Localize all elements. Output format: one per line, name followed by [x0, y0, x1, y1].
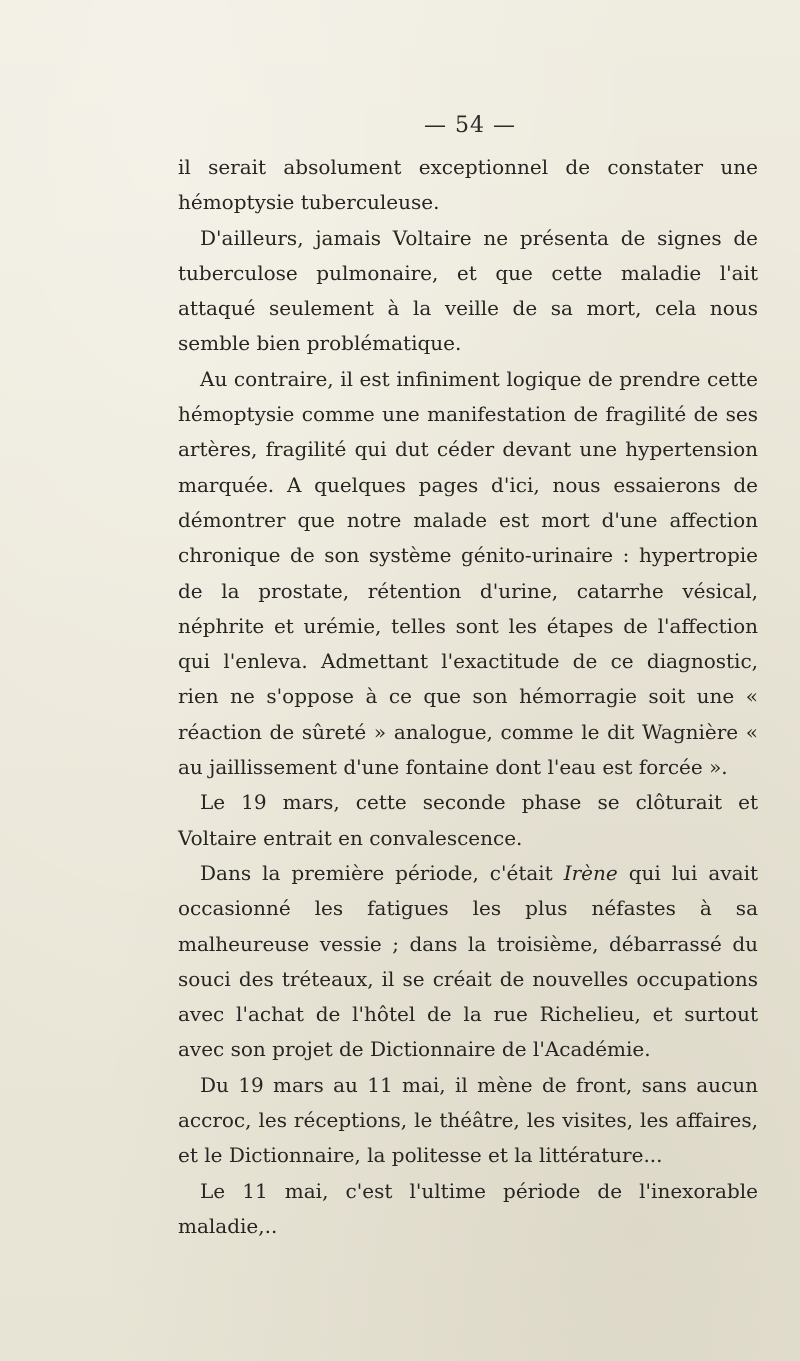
paragraph-6: Du 19 mars au 11 mai, il mène de front, sans aucun accroc, les réceptions, le théâtre, les visites, les affaires, et le Dictionnaire, la politesse et la littérature... [178, 1072, 758, 1168]
paragraph-5 [178, 856, 758, 1068]
page-number: — 54 — [424, 113, 516, 138]
paragraph-7: Le 11 mai, c'est l'ultime période de l'inexorable maladie,.. [178, 1178, 758, 1238]
paragraph-5-before: Dans la première période, c'était [200, 860, 564, 885]
paragraph-3: Au contraire, il est infiniment logique de prendre cette hémoptysie comme une manifestation de fragilité de ses artères, fragilité qui dut céder devant une hypertension marquée. A quelques pages d'ici, nous essaierons de démontrer que notre malade est mort d'une affection chronique de son système génito-urinaire : hypertropie de la prostate, rétention d'urine, catarrhe vésical, néphrite et urémie, telles sont les étapes de l'affection qui l'enleva. Admettant l'exactitude de ce diagnostic, rien ne s'oppose à ce que son hémorragie soit une « réaction de sûreté » analogue, comme le dit Wagnière « au jaillissement d'une fontaine dont l'eau est forcée ». [178, 366, 758, 780]
paragraph-2: D'ailleurs, jamais Voltaire ne présenta de signes de tuberculose pulmonaire, et que cette maladie l'ait attaqué seulement à la veille de sa mort, cela nous semble bien problématique. [178, 225, 758, 356]
paragraph-5-after: qui lui avait occasionné les fatigues les plus néfastes à sa malheureuse vessie ; dans la troisième, débarrassé du souci des tréteaux, il se créait de nouvelles occupations avec l'achat de l'hôtel de la rue Richelieu, et surtout avec son projet de Dictionnaire de l'Académie. [178, 860, 758, 1062]
body-text [178, 150, 758, 1244]
play-title-irene: Irène [563, 860, 618, 885]
paragraph-1: il serait absolument exceptionnel de constater une hémoptysie tuberculeuse. [178, 155, 758, 215]
paragraph-4: Le 19 mars, cette seconde phase se clôturait et Voltaire entrait en convalescence. [178, 790, 758, 850]
